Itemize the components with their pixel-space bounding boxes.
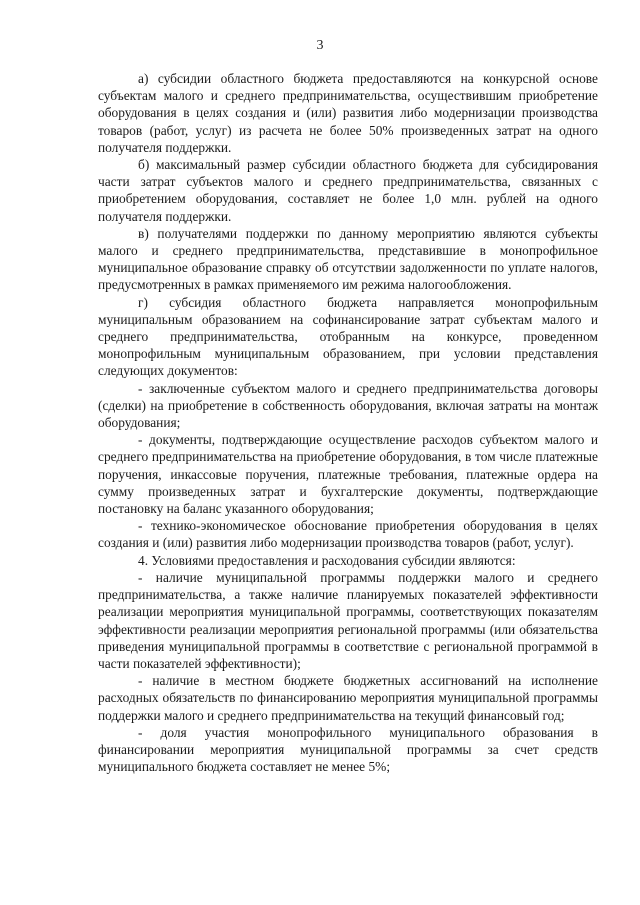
paragraph-subsidy-v: в) получателями поддержки по данному мероприятию являются субъекты малого и среднего предпринимательства, представившие в монопрофильное муниципальное образование справку об отсутствии задолженности по уплате налогов, предусмотренных в рамках применяемого им режима налогообложения. bbox=[98, 225, 598, 293]
list-item-expense-documents: - документы, подтверждающие осуществление расходов субъектом малого и среднего предпринимательства на приобретение оборудования, в том числе платежные поручения, инкассовые поручения, платежные требования, платежные ордера на сумму произведенных затрат и бухгалтерские документы, подтверждающие постановку на баланс указанного оборудования; bbox=[98, 432, 598, 517]
paragraph-subsidy-g: г) субсидия областного бюджета направляется монопрофильным муниципальным образованием на софинансирование затрат субъектам малого и среднего предпринимательства, отобранным на конкурсе, проведенном монопрофильным муниципальным образованием, при условии представления следующих документов: bbox=[98, 294, 598, 379]
paragraph-subsidy-b: б) максимальный размер субсидии областного бюджета для субсидирования части затрат субъектов малого и среднего предпринимательства, связанных с приобретением оборудования, составляет не более 1,0 млн. рублей на одного получателя поддержки. bbox=[98, 157, 598, 224]
paragraph-subsidy-a: а) субсидии областного бюджета предоставляются на конкурсной основе субъектам малого и среднего предпринимательства, осуществившим приобретение оборудования в целях создания и (или) развития либо модернизации производства товаров (работ, услуг) из расчета не более 50% произведенных затрат на одного получателя поддержки. bbox=[98, 71, 598, 155]
list-item-contracts: - заключенные субъектом малого и среднего предпринимательства договоры (сделки) на приобретение в собственность оборудования, включая затраты на монтаж оборудования; bbox=[98, 380, 598, 431]
paragraph-conditions-heading: 4. Условиями предоставления и расходования субсидии являются: bbox=[138, 552, 516, 568]
list-item-cofinancing-share: - доля участия монопрофильного муниципального образования в финансировании мероприятия муниципальной программы за счет средств муниципального бюджета составляет не менее 5%; bbox=[98, 724, 598, 775]
page-number: 3 bbox=[316, 38, 324, 53]
document-body bbox=[98, 70, 598, 775]
list-item-municipal-program: - наличие муниципальной программы поддержки малого и среднего предпринимательства, а также наличие планируемых показателей эффективности реализации мероприятия муниципальной программы, соответствующих показателям эффективности реализации мероприятия региональной программы (или обязательства приведения муниципальной программы в соответствие с региональной программой в части показателей эффективности); bbox=[98, 569, 598, 671]
list-item-budget-allocations: - наличие в местном бюджете бюджетных ассигнований на исполнение расходных обязательств по финансированию мероприятия муниципальной программы поддержки малого и среднего предпринимательства на текущий финансовый год; bbox=[98, 673, 598, 723]
list-item-feasibility-study: - технико-экономическое обоснование приобретения оборудования в целях создания и (или) развития либо модернизации производства товаров (работ, услуг). bbox=[98, 518, 598, 551]
